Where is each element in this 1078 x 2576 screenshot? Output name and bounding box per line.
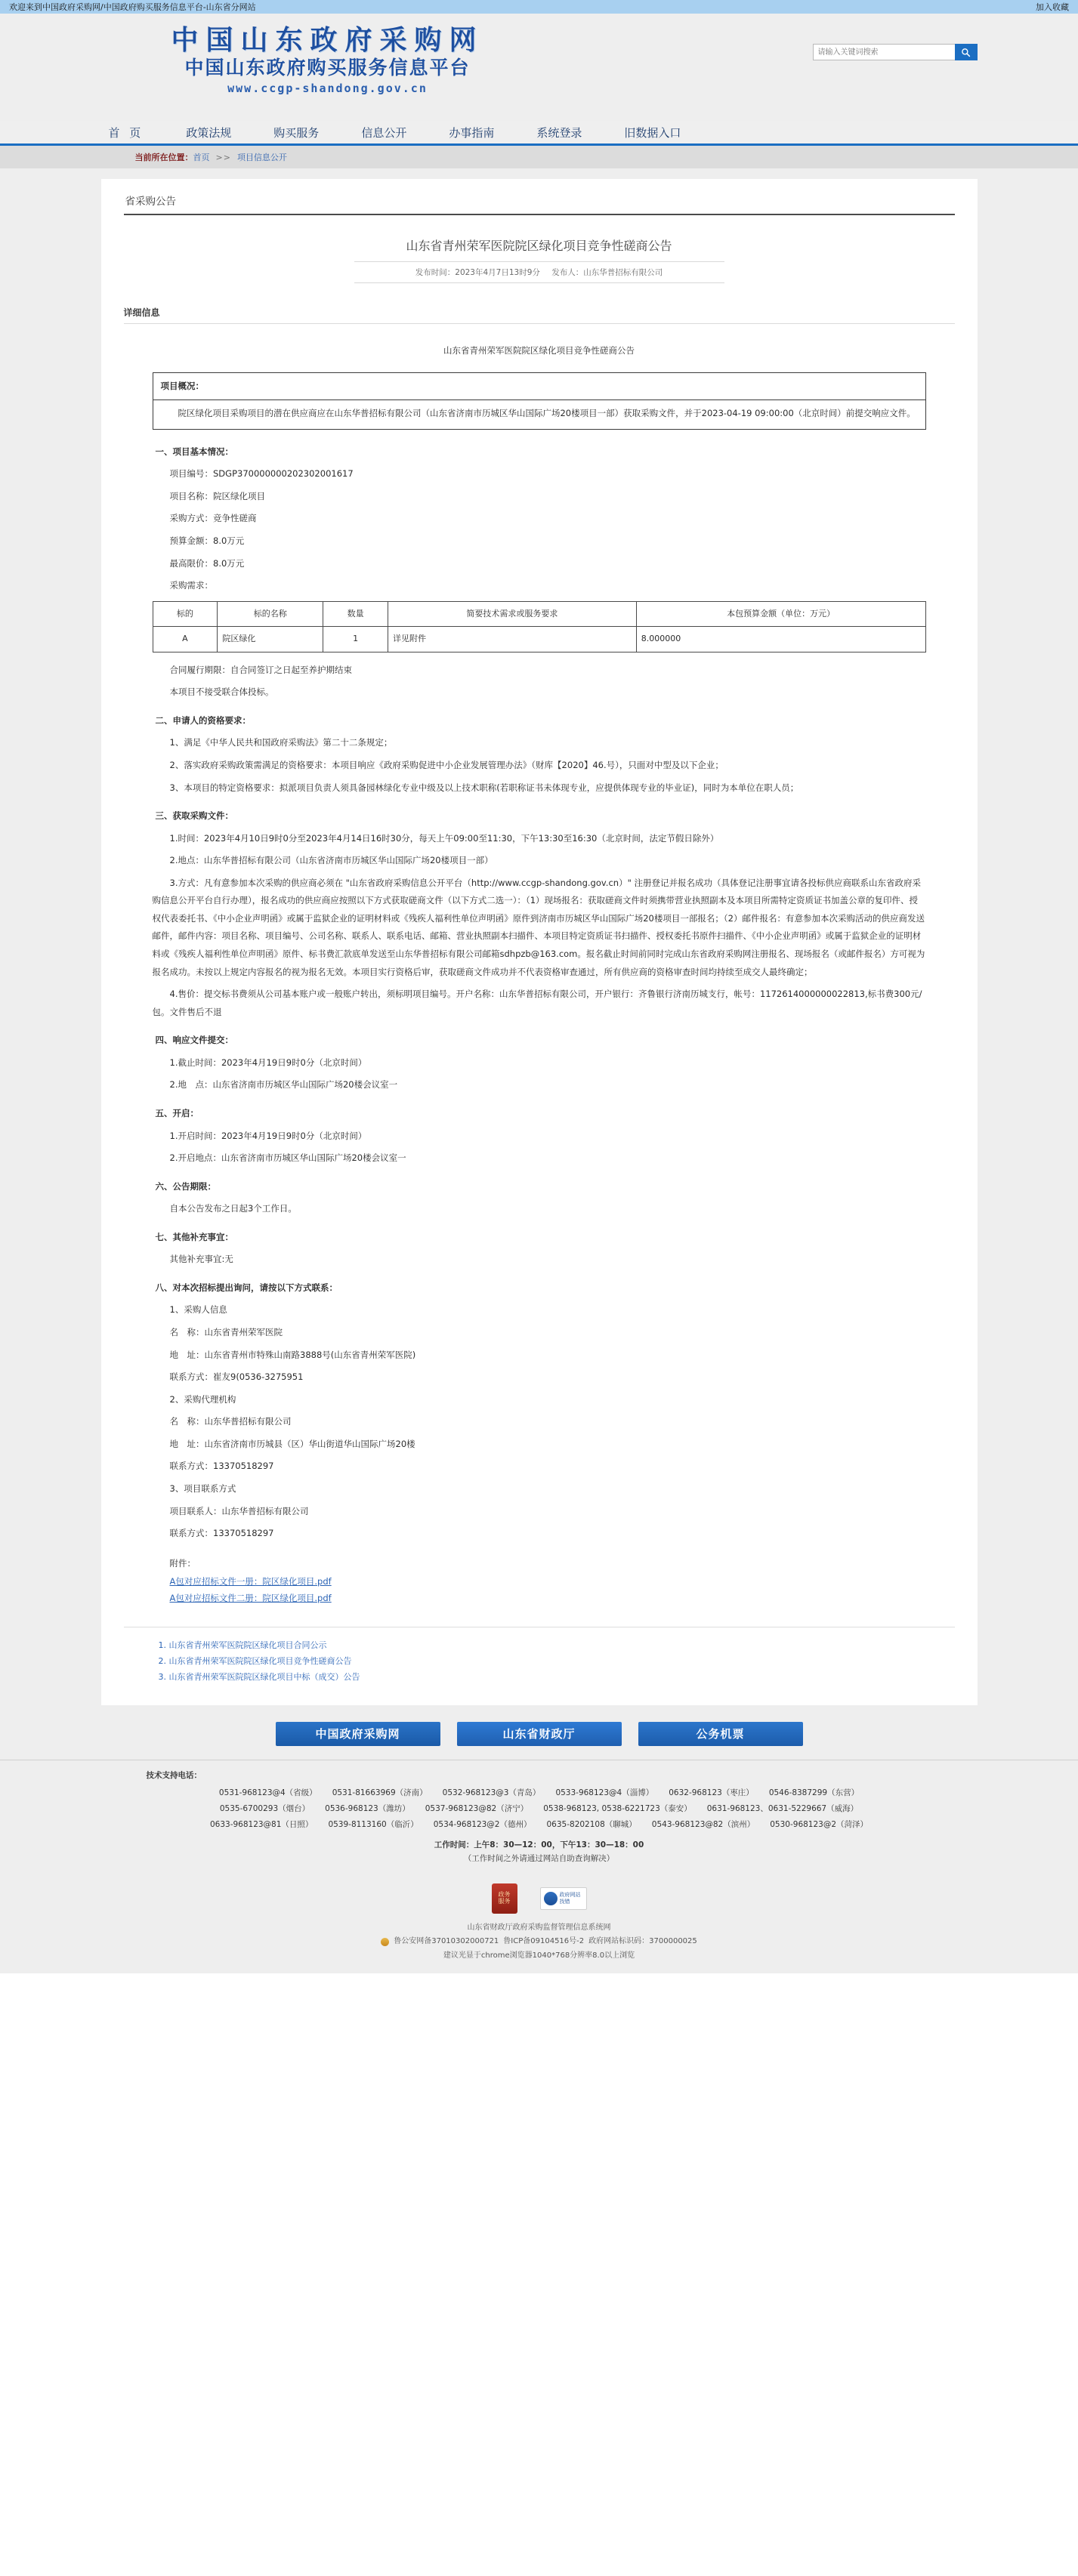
work-time: 工作时间：上午8：30—12：00，下午13：30—18：00 <box>434 1840 644 1849</box>
contract-note-2: 本项目不接受联合体投标。 <box>169 686 274 698</box>
support-phone-entry: 0531-968123@4（省级） <box>218 1788 317 1797</box>
icp-line <box>0 1935 1078 1949</box>
attachment-list <box>153 1574 926 1607</box>
overview-text: 院区绿化项目采购项目的潜在供应商应在山东华普招标有限公司（山东省济南市历城区华山国际广场20楼项目一部）获取采购文件，并于2023-04-19 09:00:00（北京时间）前提交响应文件。 <box>178 408 916 419</box>
announcement-body <box>124 324 955 1607</box>
support-phone-entry: 0631-968123、0631-5229667（威海） <box>706 1803 859 1813</box>
icp-number[interactable]: 鲁ICP备09104516号-2 <box>503 1937 585 1946</box>
table-body <box>153 627 925 652</box>
related-link-3[interactable]: 3. 山东省青州荣军医院院区绿化项目中标（成交）公告 <box>169 1670 955 1686</box>
support-phone-rows <box>101 1785 978 1833</box>
table-col-header-3: 数量 <box>323 601 388 627</box>
site-footer <box>0 1760 1078 1876</box>
section-2-items <box>153 734 926 797</box>
breadcrumb-label: 当前所在位置： <box>134 153 193 162</box>
section-5-heading: 五、开启： <box>155 1107 199 1118</box>
police-badge-icon <box>381 1938 389 1946</box>
support-phone-entry: 0633-968123@81（日照） <box>209 1819 314 1829</box>
qualification-item-3: 3、本项目的特定资格要求：拟派项目负责人须具备园林绿化专业中级及以上技术职称(若职称证书未体现专业，应提供体现专业的毕业证)，同时为本单位在职人员； <box>169 782 799 793</box>
attachment-link-1[interactable]: A包对应招标文件一册：院区绿化项目.pdf <box>169 1576 332 1587</box>
partner-banner-strip <box>0 1705 1078 1760</box>
contact-groups <box>153 1301 926 1542</box>
section-2-heading: 二、申请人的资格要求： <box>155 714 251 726</box>
support-phone-entry: 0534-968123@2（德州） <box>433 1819 532 1829</box>
page-title: 山东省青州荣军医院院区绿化项目竞争性磋商公告 <box>406 239 672 253</box>
submission-item-2: 2.地 点：山东省济南市历城区华山国际广场20楼会议室一 <box>169 1079 398 1091</box>
government-service-seal-icon[interactable] <box>492 1883 517 1914</box>
site-search[interactable] <box>813 44 978 60</box>
document-acquisition-item-2: 2.地点：山东华普招标有限公司（山东省济南市历城区华山国际广场20楼项目一部） <box>169 855 493 866</box>
search-input[interactable] <box>813 44 955 60</box>
project-info-line-1: 项目编号：SDGP370000000202302001617 <box>169 468 354 480</box>
section-6-items <box>153 1200 926 1218</box>
announcement-title: 山东省青州荣军医院院区绿化项目竞争性磋商公告 <box>443 345 635 356</box>
document-acquisition-item-1: 1.时间：2023年4月10日9时0分至2023年4月14日16时30分，每天上午09:00至11:30，下午13:30至16:30（北京时间，法定节假日除外） <box>169 832 719 844</box>
related-link-2[interactable]: 2. 山东省青州荣军医院院区绿化项目竞争性磋商公告 <box>169 1654 955 1670</box>
project-info-line-6: 采购需求： <box>169 580 213 591</box>
after-table-notes <box>153 662 926 702</box>
logo-url: www.ccgp-shandong.gov.cn <box>227 81 428 95</box>
breadcrumb-bar <box>0 146 1078 168</box>
section-4-heading: 四、响应文件提交： <box>155 1035 233 1046</box>
related-link-1[interactable]: 1. 山东省青州荣军医院院区绿化项目合同公示 <box>169 1638 955 1654</box>
logo-title-line2: 中国山东政府购买服务信息平台 <box>184 57 471 79</box>
site-header <box>0 14 1078 121</box>
site-logo[interactable] <box>41 24 615 95</box>
project-overview-box <box>153 372 926 430</box>
gov-site-id: 政府网站标识码：3700000025 <box>588 1937 697 1946</box>
support-phone-entry: 0546-8387299（东营） <box>768 1788 860 1797</box>
copyright-line-1: 山东省财政厅政府采购监督管理信息系统网 <box>467 1923 611 1932</box>
contact-line-3-1: 项目联系人：山东华普招标有限公司 <box>169 1505 309 1516</box>
table-col-header-4: 简要技术需求或服务要求 <box>388 601 637 627</box>
shield-icon <box>544 1892 558 1905</box>
support-phone-entry: 0536-968123（潍坊） <box>325 1803 410 1813</box>
content-card <box>101 179 978 1705</box>
top-utility-bar <box>0 0 1078 14</box>
section-8-heading: 八、对本次招标提出询问，请按以下方式联系： <box>155 1282 338 1293</box>
support-phone-entry: 0632-968123（枣庄） <box>669 1788 754 1797</box>
contact-line-2-2: 地 址：山东省济南市历城县（区）华山街道华山国际广场20楼 <box>169 1438 415 1449</box>
banner-link-2[interactable]: 山东省财政厅 <box>457 1722 622 1746</box>
contact-line-2-3: 联系方式：13370518297 <box>169 1461 274 1472</box>
support-phone-entry: 0543-968123@82（滨州） <box>651 1819 755 1829</box>
main-navigation <box>0 121 1078 146</box>
police-record-number[interactable]: 鲁公安网备37010302000721 <box>394 1937 499 1946</box>
section-3-heading: 三、获取采购文件： <box>155 810 233 822</box>
attachment-link-2[interactable]: A包对应招标文件二册：院区绿化项目.pdf <box>169 1593 332 1604</box>
breadcrumb-home-link[interactable]: 首页 <box>193 153 210 162</box>
page-wrapper <box>0 168 1078 1705</box>
support-phone-title: 技术支持电话： <box>146 1770 202 1780</box>
submission-item-1: 1.截止时间：2023年4月19日9时0分（北京时间） <box>169 1057 367 1068</box>
document-acquisition-item-4: 4.售价：提交标书费须从公司基本账户或一般账户转出，须标明项目编号。开户名称：山东华普招标有限公司，开户银行：齐鲁银行济南历城支行，帐号：1172614000000022813,标书费300元/包。文件售后不退 <box>152 989 922 1017</box>
support-phone-entry: 0538-968123, 0538-6221723（泰安） <box>543 1803 692 1813</box>
section-7-heading: 七、其他补充事宜： <box>155 1231 233 1242</box>
table-cell: A <box>153 627 218 652</box>
contact-line-3-2: 联系方式：13370518297 <box>169 1528 274 1539</box>
nav-item-5[interactable]: 办事指南 <box>449 125 495 140</box>
contract-note-1: 合同履行期限：自合同签订之日起至养护期结束 <box>169 664 352 675</box>
breadcrumb <box>101 146 978 168</box>
contact-line-1-1: 名 称：山东省青州荣军医院 <box>169 1327 283 1338</box>
seal-red-text: 政务 服务 <box>498 1890 511 1905</box>
banner-link-1[interactable]: 中国政府采购网 <box>276 1722 440 1746</box>
support-phone-entry: 0530-968123@2（菏泽） <box>770 1819 869 1829</box>
project-info-line-3: 采购方式：竞争性磋商 <box>169 513 257 524</box>
support-phone-row-3 <box>101 1817 978 1833</box>
opening-item-2: 2.开启地点：山东省济南市历城区华山国际广场20楼会议室一 <box>169 1152 406 1164</box>
nav-item-3[interactable]: 购买服务 <box>273 125 320 140</box>
procurement-requirement-table <box>153 601 926 652</box>
contact-group-title-2: 2、采购代理机构 <box>169 1393 236 1405</box>
support-phone-entry: 0531-81663969（济南） <box>332 1788 428 1797</box>
table-cell: 院区绿化 <box>218 627 323 652</box>
breadcrumb-current-link[interactable]: 项目信息公开 <box>236 153 287 162</box>
banner-link-3[interactable]: 公务机票 <box>638 1722 803 1746</box>
page-section-title: 省采购公告 <box>124 190 955 215</box>
table-col-header-2: 标的名称 <box>218 601 323 627</box>
project-info-line-2: 项目名称：院区绿化项目 <box>169 490 265 501</box>
seal-row <box>0 1876 1078 1918</box>
attachments-label: 附件： <box>169 1557 196 1569</box>
search-button[interactable] <box>955 44 978 60</box>
contact-line-2-1: 名 称：山东华普招标有限公司 <box>169 1416 292 1427</box>
nav-item-2[interactable]: 政策法规 <box>186 125 232 140</box>
breadcrumb-separator: >> <box>215 152 231 162</box>
section-7-items <box>153 1251 926 1269</box>
add-to-favorites-link[interactable]: 加入收藏 <box>1036 2 1069 12</box>
section-1-items <box>153 465 926 594</box>
notice-period-item-1: 自本公告发布之日起3个工作日。 <box>169 1203 297 1214</box>
table-col-header-1: 标的 <box>153 601 218 627</box>
website-error-report-badge[interactable] <box>540 1887 587 1910</box>
table-col-header-5: 本包预算金额（单位：万元） <box>636 601 925 627</box>
support-phone-entry: 0537-968123@82（济宁） <box>425 1803 529 1813</box>
publish-meta <box>354 261 724 283</box>
table-cell: 详见附件 <box>388 627 637 652</box>
support-phone-row-1 <box>101 1785 978 1801</box>
qualification-item-1: 1、满足《中华人民共和国政府采购法》第二十二条规定； <box>169 737 393 748</box>
support-phone-entry: 0533-968123@4（淄博） <box>555 1788 654 1797</box>
table-header-row <box>153 601 925 627</box>
table-cell: 8.000000 <box>636 627 925 652</box>
seal-blue-text: 政府网站 找错 <box>559 1892 581 1905</box>
copyright-block <box>0 1918 1078 1974</box>
section-4-items <box>153 1054 926 1094</box>
nav-item-7[interactable]: 旧数据入口 <box>624 125 681 140</box>
work-time-note: （工作时间之外请通过网站自助查询解决） <box>463 1853 615 1863</box>
contact-group-title-3: 3、项目联系方式 <box>169 1482 236 1494</box>
section-6-heading: 六、公告期限： <box>155 1180 216 1192</box>
table-row <box>153 627 925 652</box>
logo-title-line1: 中国山东政府采购网 <box>171 24 484 56</box>
publisher: 发布人：山东华普招标有限公司 <box>551 268 663 277</box>
section-3-items <box>153 830 926 1022</box>
browser-recommendation: 建议光显于chrome浏览器1040*768分辨率8.0以上浏览 <box>443 1951 635 1960</box>
search-icon <box>961 48 971 57</box>
contact-group-title-1: 1、采购人信息 <box>169 1304 227 1316</box>
support-phone-entry: 0635-8202108（聊城） <box>546 1819 637 1829</box>
support-phone-entry: 0532-968123@3（青岛） <box>442 1788 541 1797</box>
publish-time: 发布时间：2023年4月7日13时9分 <box>415 268 540 277</box>
section-1-heading: 一、项目基本情况： <box>155 446 233 457</box>
table-cell: 1 <box>323 627 388 652</box>
welcome-text: 欢迎来到中国政府采购网/中国政府购买服务信息平台-山东省分网站 <box>9 2 256 12</box>
supplementary-item-1: 其他补充事宜:无 <box>169 1254 233 1265</box>
project-info-line-5: 最高限价：8.0万元 <box>169 557 245 569</box>
section-5-items <box>153 1128 926 1168</box>
contact-line-1-2: 地 址：山东省青州市特殊山南路3888号(山东省青州荣军医院) <box>169 1349 416 1360</box>
support-phone-row-2 <box>101 1801 978 1817</box>
qualification-item-2: 2、落实政府采购政策需满足的资格要求：本项目响应《政府采购促进中小企业发展管理办法》（财库【2020】46.号），只面对中型及以下企业； <box>169 759 724 770</box>
nav-item-4[interactable]: 信息公开 <box>361 125 407 140</box>
project-info-line-4: 预算金额：8.0万元 <box>169 535 245 546</box>
nav-item-6[interactable]: 系统登录 <box>536 125 582 140</box>
overview-heading: 项目概况： <box>153 373 925 401</box>
support-phone-entry: 0535-6700293（烟台） <box>219 1803 310 1813</box>
related-announcements <box>124 1627 955 1686</box>
detail-info-label: 详细信息 <box>124 306 955 324</box>
contact-line-1-3: 联系方式：崔友9(0536-3275951 <box>169 1371 304 1383</box>
opening-item-1: 1.开启时间：2023年4月19日9时0分（北京时间） <box>169 1130 367 1141</box>
support-phone-entry: 0539-8113160（临沂） <box>328 1819 419 1829</box>
nav-item-1[interactable]: 首 页 <box>108 125 144 140</box>
document-acquisition-item-3: 3.方式：凡有意参加本次采购的供应商必须在 "山东省政府采购信息公开平台（http://www.ccgp-shandong.gov.cn）" 注册登记并报名成功（具体登记注册事宜请各投标供应商联系山东省政府采购信息公开平台自行办理），报名成功的供应商应按照以下方式获取磋商文件（以下方式二选一）：（1）现场报名：获取磋商文件时须携带营业执照副本及本项目所需特定资质证书加盖公章的复印件、授权代表委托书、《中小企业声明函》或属于监狱企业的证明材料或《残疾人福利性单位声明函》原件到济南市历城区华山国际广场20楼项目一部报名；（2）邮件报名：有意参加本次采购活动的供应商发送邮件，邮件内容：项目名称、项目编号、公司名称、联系人、联系电话、邮箱、营业执照副本扫描件、本项目特定资质证书扫描件、授权委托书原件扫描件、《中小企业声明函》或属于监狱企业的证明材料或《残疾人福利性单位声明函》原件、标书费汇款底单发送至山东华普招标有限公司邮箱sdhpzb@163.com。报名截止时间前同时完成山东省政府采购网注册报名、现场报名（或邮件报名）方可视为报名成功。未按以上规定内容报名的视为报名无效。本项目实行资格后审，获取磋商文件成功并不代表资格审查通过，所有供应商的资格审查时间均持续至成交人最终确定； <box>152 877 925 977</box>
